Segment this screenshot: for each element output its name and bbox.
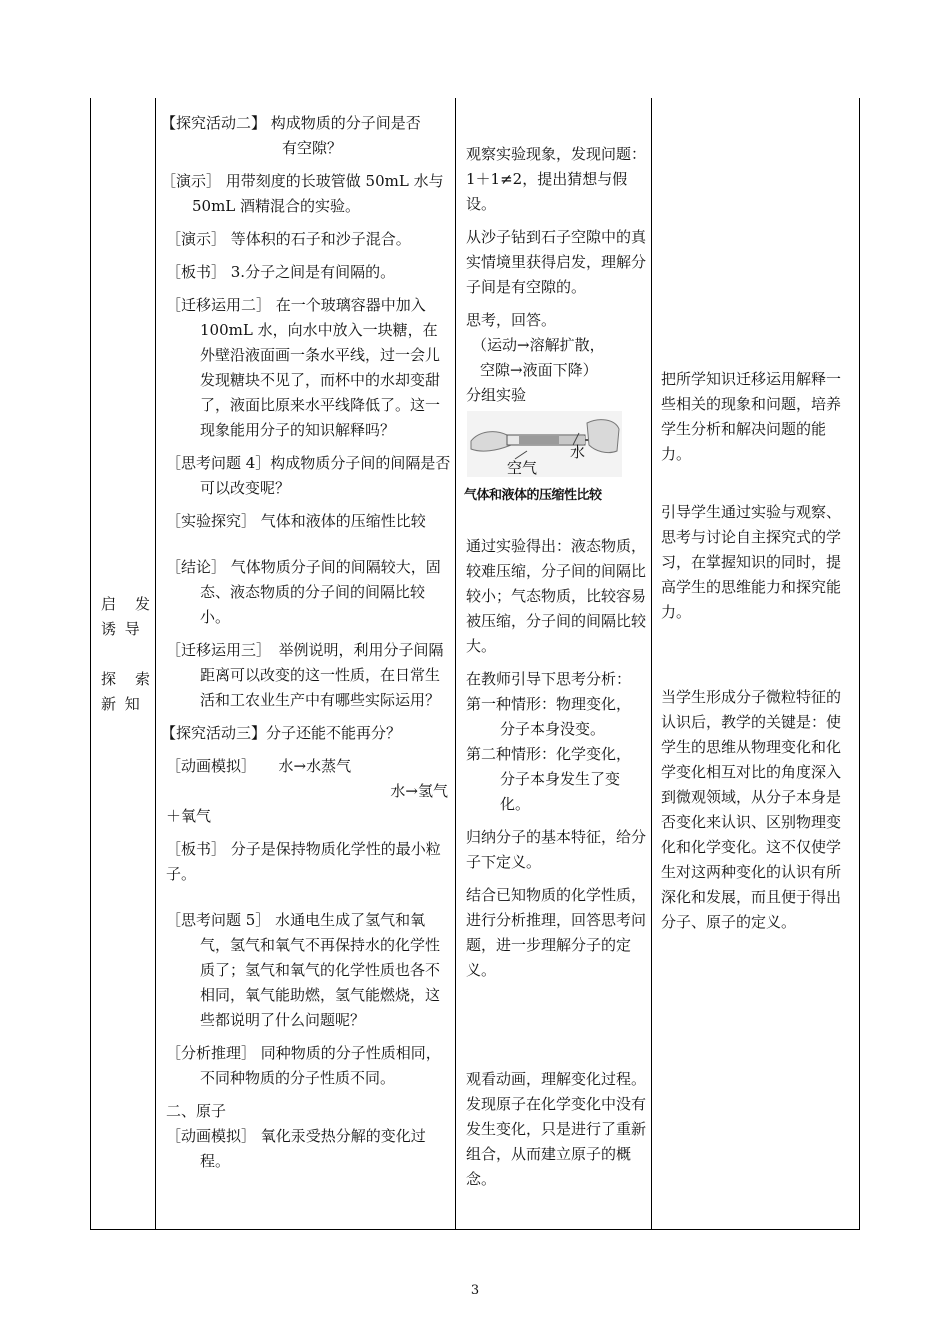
- syringe-illustration: [467, 411, 622, 477]
- student-paragraph: 思考，回答。: [466, 311, 557, 329]
- intent-paragraph: 把所学知识迁移运用解释一些相关的现象和问题，培养学生分析和解决问题的能力。: [661, 370, 842, 463]
- student-paragraph: 第二种情形：化学变化，: [466, 745, 632, 763]
- student-paragraph: 结合已知物质的化学性质，进行分析推理，回答思考问题，进一步理解分子的定义。: [466, 886, 647, 979]
- figure-caption: 气体和液体的压缩性比较: [464, 488, 602, 503]
- demo-paragraph: ［演示］ 用带刻度的长玻管做 50mL 水与 50mL 酒精混合的实验。: [161, 172, 444, 215]
- transfer-exercise: ［迁移运用三］ 举例说明，利用分子间隔距离可以改变的这一性质，在日常生活和工农业生产中有哪些实际运用？: [166, 641, 444, 709]
- table-divider-2: [455, 98, 456, 1230]
- conclusion: ［结论］ 气体物质分子间的间隔较大，固态、液态物质的分子间的间隔比较小。: [166, 558, 441, 626]
- student-paragraph: 通过实验得出：液态物质，较难压缩，分子间的间隔比较小；气态物质，比较容易被压缩，分子间的间隔比较大。: [466, 537, 647, 655]
- student-paragraph: 归纳分子的基本特征，给分子下定义。: [466, 828, 647, 871]
- student-paragraph: 观看动画，理解变化过程。发现原子在化学变化中没有发生变化，只是进行了重新组合，从而建立原子的概念。: [466, 1070, 647, 1188]
- table-divider-3: [651, 98, 652, 1230]
- student-paragraph: （运动→溶解扩散，: [472, 336, 605, 354]
- student-activity-column-lower: [466, 534, 646, 1192]
- student-paragraph: 观察实验现象，发现问题：1＋1≠2，提出猜想与假设。: [466, 145, 647, 213]
- section-heading: 二、原子: [166, 1102, 227, 1120]
- figure-label-air: 空气: [507, 459, 538, 477]
- stage-label-line: 新 知: [101, 695, 142, 713]
- table-divider-1: [155, 98, 156, 1230]
- stage-label-line: 诱 导: [101, 620, 142, 638]
- demo-paragraph: ［演示］ 等体积的石子和沙子混合。: [166, 230, 411, 248]
- intent-paragraph: 当学生形成分子微粒特征的认识后，教学的关键是：使学生的思维从物理变化和化学变化相互对比的角度深入到微观领域，从分子本身是否变化来认识、区别物理变化和化学变化。这不仅使学生对这两种变化的认识有所深化和发展，而且便于得出分子、原子的定义。: [661, 688, 842, 931]
- animation-note: ［动画模拟］ 水→水蒸气 水→氢气 ＋氧气: [166, 757, 448, 825]
- syringe-experiment-image: [467, 411, 622, 477]
- table-border-left: [90, 98, 91, 1230]
- student-activity-column: [466, 142, 646, 408]
- think-question: ［思考问题 4］构成物质分子间的间隔是否可以改变呢？: [166, 454, 451, 497]
- stage-label-line: 探 索: [101, 670, 153, 688]
- intent-paragraph: 引导学生通过实验与观察、思考与讨论自主探究式的学习，在掌握知识的同时，提高学生的思维能力和探究能力。: [661, 503, 842, 621]
- activity-heading: 【探究活动三】分子还能不能再分？: [161, 724, 402, 742]
- activity-heading: 【探究活动二】 构成物质的分子间是否 有空隙？: [161, 114, 421, 157]
- think-question: ［思考问题 5］ 水通电生成了氢气和氧气，氢气和氧气不再保持水的化学性质了；氢气和氧气的化学性质也各不相同，氧气能助燃，氢气能燃烧，这些都说明了什么问题呢？: [166, 911, 441, 1029]
- teacher-activity-column: [161, 111, 451, 1174]
- student-paragraph: 第一种情形：物理变化，: [466, 695, 632, 713]
- experiment-inquiry: ［实验探究］ 气体和液体的压缩性比较: [166, 512, 426, 530]
- page-number: 3: [470, 1283, 480, 1298]
- student-paragraph: 分子本身没变。: [500, 720, 606, 738]
- table-border-right: [859, 98, 860, 1230]
- student-paragraph: 分子本身发生了变化。: [500, 770, 621, 813]
- stage-label: [101, 592, 153, 717]
- board-note: ［板书］ 分子是保持物质化学性的最小粒子。: [166, 840, 441, 883]
- figure-label-water: 水: [570, 443, 586, 461]
- student-paragraph: 空隙→液面下降）: [480, 361, 598, 379]
- board-note: ［板书］ 3.分子之间是有间隔的。: [166, 263, 396, 281]
- animation-note: ［动画模拟］ 氧化汞受热分解的变化过程。: [166, 1127, 426, 1170]
- analysis-reasoning: ［分析推理］ 同种物质的分子性质相同，不同种物质的分子性质不同。: [166, 1044, 441, 1087]
- student-paragraph: 分组实验: [466, 386, 527, 404]
- design-intent-column: [661, 367, 854, 935]
- stage-label-line: 启 发: [101, 595, 153, 613]
- student-paragraph: 在教师引导下思考分析：: [466, 670, 632, 688]
- student-paragraph: 从沙子钻到石子空隙中的真实情境里获得启发，理解分子间是有空隙的。: [466, 228, 647, 296]
- transfer-exercise: ［迁移运用二］ 在一个玻璃容器中加入100mL 水，向水中放入一块糖，在外壁沿液面画一条水平线，过一会儿发现糖块不见了，而杯中的水却变甜了，液面比原来水平线降低了。这一现象能用分子的知识解释吗？: [166, 296, 441, 439]
- table-border-bottom: [90, 1229, 860, 1230]
